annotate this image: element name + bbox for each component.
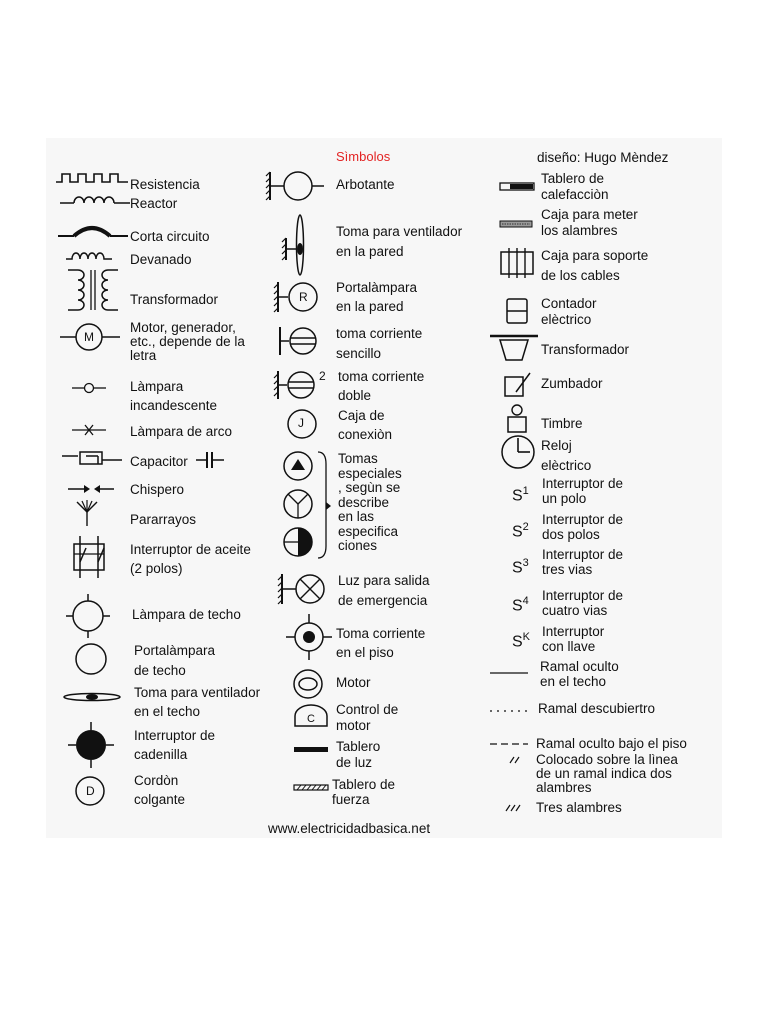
capacitor-icon	[62, 448, 124, 470]
single-outlet-icon	[276, 326, 318, 356]
label-control-motor: Control de motor	[336, 702, 399, 733]
label-pararrayos: Pararrayos	[130, 512, 197, 527]
label-luz-emergencia: Luz para salida de emergencia	[338, 573, 430, 608]
reactor-icon	[60, 194, 130, 210]
double-outlet-icon	[274, 370, 318, 400]
emergency-light-icon	[278, 572, 328, 606]
portalampara-letter: R	[299, 290, 308, 304]
label-toma-ventilador-pared: Toma para ventilador en la pared	[336, 224, 463, 259]
toma-doble-number: 2	[319, 369, 326, 383]
concealed-floor-run-icon	[490, 742, 530, 746]
label-timbre: Timbre	[541, 416, 583, 431]
label-lampara-incandescente: Làmpara incandescente	[130, 379, 218, 413]
two-wires-mark-icon	[508, 756, 522, 764]
label-reloj: Reloj elèctrico	[541, 438, 592, 473]
exposed-run-icon	[490, 709, 530, 713]
wire-box-icon	[500, 220, 532, 228]
floor-outlet-icon	[286, 614, 332, 660]
label-contador: Contador elèctrico	[541, 296, 597, 327]
label-tablero-fuerza: Tablero de fuerza	[332, 777, 396, 807]
ceiling-fan-outlet-icon	[62, 691, 122, 703]
label-lampara-techo: Làmpara de techo	[132, 607, 241, 622]
superscript-4: 4	[522, 595, 529, 607]
s-letter: S	[512, 559, 523, 577]
wall-fan-outlet-icon	[282, 212, 312, 278]
label-portalampara-pared: Portalàmpara en la pared	[336, 280, 418, 314]
label-toma-ventilador-techo: Toma para ventilador en el techo	[134, 685, 261, 719]
superscript-3: 3	[522, 557, 529, 569]
motor-icon	[292, 668, 324, 700]
s-letter: S	[512, 523, 523, 541]
label-transformador: Transformador	[130, 292, 219, 307]
cable-support-box-icon	[500, 248, 534, 278]
label-ramal-descubierto: Ramal descubiertro	[538, 701, 656, 716]
switch-sk-icon	[512, 628, 530, 651]
label-int-llave: Interruptor con llave	[542, 624, 605, 654]
s-letter: S	[512, 597, 523, 615]
electric-clock-icon	[500, 434, 536, 470]
pull-chain-switch-icon	[68, 722, 114, 768]
caja-letter: J	[298, 416, 304, 430]
power-panel-icon	[294, 784, 328, 792]
label-toma-sencillo: toma corriente sencillo	[336, 326, 423, 361]
switch-s1-icon	[512, 482, 529, 505]
s-letter: S	[512, 633, 523, 651]
label-toma-doble: toma corriente doble	[338, 369, 425, 403]
buzzer-icon	[504, 372, 532, 398]
wall-bracket-icon	[266, 168, 326, 204]
label-colocado-linea: Colocado sobre la lìnea de un ramal indica dos alambres	[536, 752, 678, 795]
label-ramal-oculto-techo: Ramal oculto en el techo	[540, 659, 619, 689]
switch-s2-icon	[512, 518, 529, 541]
ceiling-lampholder-icon	[74, 642, 108, 676]
winding-icon	[66, 248, 112, 262]
label-resistencia: Resistencia	[130, 177, 200, 192]
lightning-rod-icon	[76, 500, 98, 526]
concealed-ceiling-run-icon	[490, 671, 530, 675]
label-caja-conexion: Caja de conexiòn	[338, 408, 393, 442]
label-int-cuatro-vias: Interruptor de cuatro vias	[542, 588, 624, 618]
arc-lamp-icon	[72, 424, 108, 436]
electric-meter-icon	[506, 298, 528, 324]
label-tablero-luz: Tablero de luz	[336, 739, 381, 770]
switch-s3-icon	[512, 554, 529, 577]
capacitor-small-icon	[196, 450, 224, 470]
label-reactor: Reactor	[130, 196, 178, 211]
label-cordon-colgante: Cordòn colgante	[134, 773, 186, 807]
circuit-breaker-icon	[58, 222, 128, 240]
special-outlets-icon	[282, 450, 332, 562]
label-int-dos-polos: Interruptor de dos polos	[542, 512, 624, 542]
lighting-panel-icon	[294, 746, 328, 754]
transformer-icon	[64, 268, 124, 312]
resistor-icon	[56, 172, 132, 188]
oil-switch-icon	[72, 536, 106, 578]
ceiling-lamp-icon	[66, 594, 110, 638]
page-title: Sìmbolos	[336, 149, 391, 164]
label-capacitor: Capacitor	[130, 454, 188, 469]
label-int-un-polo: Interruptor de un polo	[542, 476, 624, 506]
label-tres-alambres: Tres alambres	[536, 800, 622, 815]
label-devanado: Devanado	[130, 252, 192, 267]
label-zumbador: Zumbador	[541, 376, 603, 391]
label-interruptor-cadenilla: Interruptor de cadenilla	[134, 728, 216, 762]
label-caja-cables: Caja para soporte de los cables	[541, 248, 649, 283]
control-letter: C	[307, 713, 315, 725]
spark-gap-icon	[68, 484, 116, 494]
credit-text: diseño: Hugo Mèndez	[537, 150, 669, 165]
label-toma-piso: Toma corriente en el piso	[336, 626, 426, 660]
superscript-1: 1	[522, 485, 529, 497]
label-arbotante: Arbotante	[336, 177, 395, 192]
label-transformador-2: Transformador	[541, 342, 630, 357]
incandescent-lamp-icon	[72, 382, 108, 394]
label-caja-alambres: Caja para meter los alambres	[541, 207, 638, 238]
label-motor: Motor	[336, 675, 371, 690]
switch-s4-icon	[512, 592, 529, 615]
label-chispero: Chispero	[130, 482, 185, 497]
label-interruptor-aceite: Interruptor de aceite (2 polos)	[130, 542, 251, 576]
s-letter: S	[512, 487, 523, 505]
motor-letter: M	[84, 330, 94, 344]
label-ramal-oculto-piso: Ramal oculto bajo el piso	[536, 736, 687, 751]
symbol-sheet	[46, 138, 722, 838]
footer-url: www.electricidadbasica.net	[268, 821, 431, 836]
label-tomas-especiales: Tomas especiales , segùn se describe en las especifica ciones	[338, 451, 402, 553]
cordon-letter: D	[86, 784, 95, 798]
bell-icon	[506, 404, 528, 434]
superscript-2: 2	[522, 521, 529, 533]
transformer-bucket-icon	[490, 334, 540, 362]
label-tablero-calefaccion: Tablero de calefacciòn	[541, 171, 609, 202]
three-wires-mark-icon	[504, 804, 522, 812]
heating-panel-icon	[500, 182, 534, 192]
label-corta-circuito: Corta circuito	[130, 229, 210, 244]
label-int-tres-vias: Interruptor de tres vias	[542, 547, 624, 577]
label-lampara-arco: Làmpara de arco	[130, 424, 233, 439]
superscript-k: K	[522, 631, 531, 643]
label-motor-generador: Motor, generador, etc., depende de la letra	[130, 320, 245, 363]
wall-lampholder-icon	[274, 280, 318, 314]
label-portalampara-techo: Portalàmpara de techo	[134, 643, 216, 678]
